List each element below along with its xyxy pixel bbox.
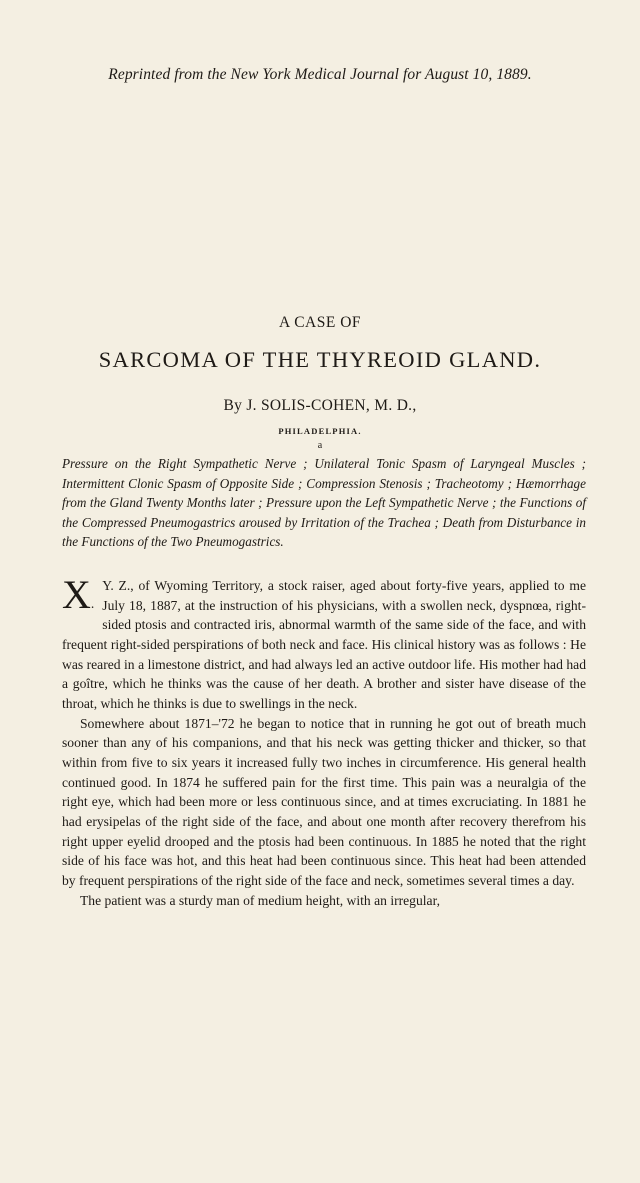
reprint-header: Reprinted from the New York Medical Journal for August 10, 1889. (108, 66, 532, 83)
article-title: SARCOMA OF THE THYREOID GLAND. (98, 347, 542, 372)
paragraph-1 (62, 572, 586, 714)
article-body (62, 572, 586, 910)
drop-cap-letter: X (62, 572, 91, 617)
place-line: PHILADELPHIA. (278, 426, 362, 436)
paragraph-2: Somewhere about 1871–'72 he began to notice that in running he got out of breath much sooner than any of his companions, and that his neck was getting thicker and thicker, so that within from five to six years it increased fully two inches in circumference. His general health continued good. In 1874 he suffered pain for the first time. This pain was a neuralgia of the right eye, which had been more or less continuous since, and at times excruciating. In 1881 he had erysipelas of the right side of the face, and about one month after recovery therefrom his right upper eyelid drooped and the ptosis had been continuous. In 1885 he noted that the right side of his face was hot, and this heat had been continuous since. This heat had been attended by frequent perspirations of the right side of the face and neck, sometimes several times a day. (62, 715, 586, 888)
abstract-summary: Pressure on the Right Sympathetic Nerve ; Unilateral Tonic Spasm of Laryngeal Muscles ; Intermittent Clonic Spasm of Opposite Side ; Compression Stenosis ; Tracheotomy ; Hæmorrhage from the Gland Twenty Months later ; Pressure upon the Left Sympathetic Nerve ; the Functions of the Compressed Pneumogastrics aroused by Irritation of the Trachea ; Death from Disturbance in the Functions of the Two Pneumogastrics. (62, 456, 586, 550)
drop-cap (62, 572, 102, 620)
drop-cap-dot: . (90, 596, 95, 611)
title-line-1: A CASE OF (278, 314, 362, 331)
paragraph-3: The patient was a sturdy man of medium height, with an irregular, (80, 892, 440, 908)
printer-mark: a (317, 440, 323, 451)
paragraph-1-text: Y. Z., of Wyoming Territory, a stock raiser, aged about forty-five years, applied to me July 18, 1887, at the instruction of his physicians, with a swollen neck, dyspnœa, right-sided ptosis and contracted iris, abnormal warmth of the same side of the face, and with frequent right-sided perspirations of both neck and face. His clinical history was as follows : He was reared in a limestone district, and had always led an active outdoor life. His mother had had a goître, which he thinks was the cause of her death. A brother and sister have disease of the throat, which he thinks is due to swellings in the neck. (62, 578, 586, 711)
author-byline: By J. SOLIS-COHEN, M. D., (223, 397, 417, 414)
